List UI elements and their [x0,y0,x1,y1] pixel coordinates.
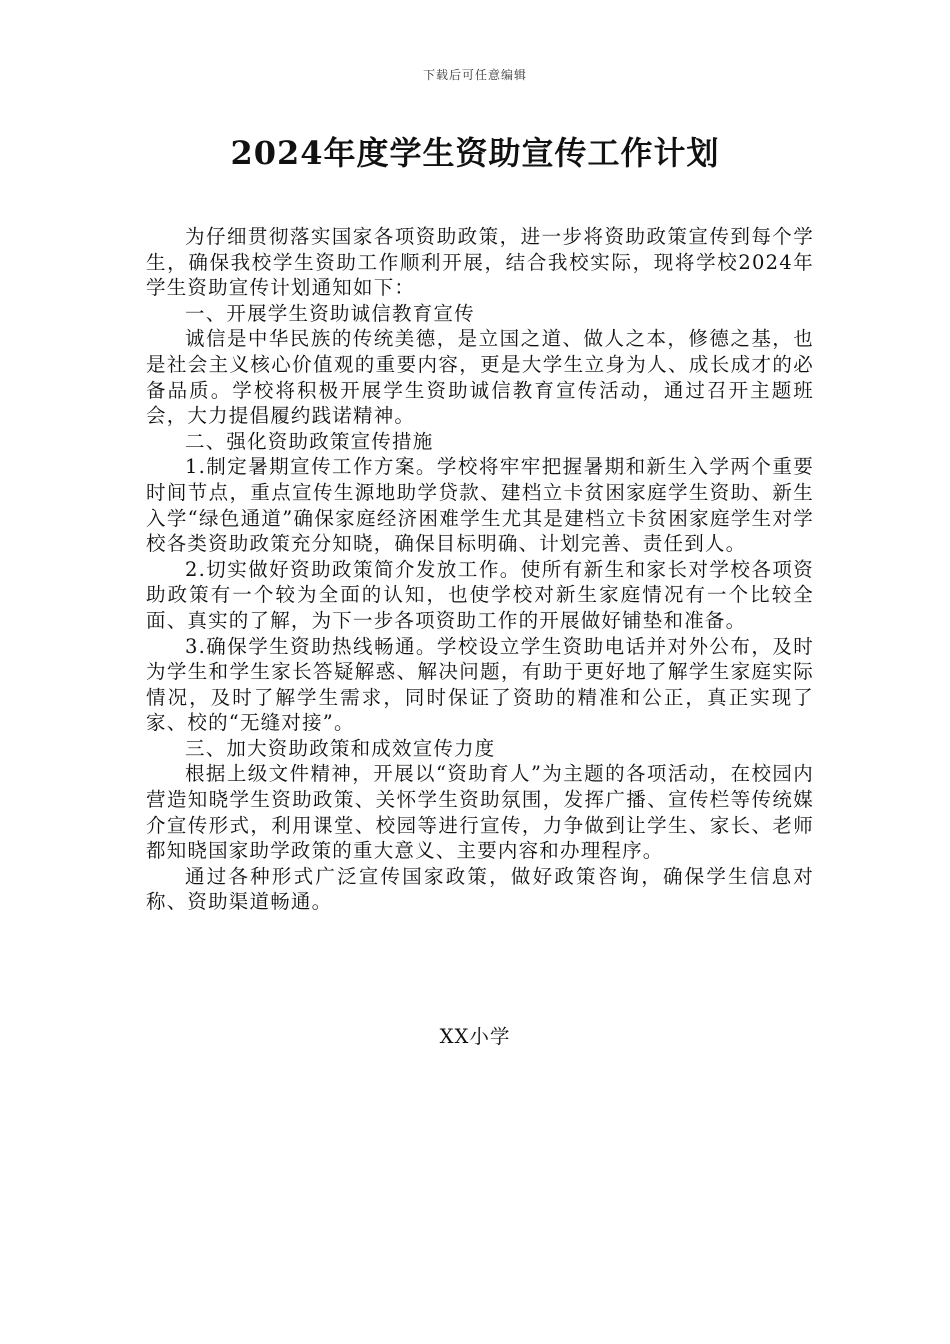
body-paragraph: 2.切实做好资助政策简介发放工作。使所有新生和家长对学校各项资助政策有一个较为全面的认知，也使学校对新生家庭情况有一个比较全面、真实的了解，为下一步各项资助工作的开展做好铺垫和准备。 [146,557,814,632]
section-heading-2: 二、强化资助政策宣传措施 [185,429,434,453]
header-note: 下载后可任意编辑 [422,68,527,82]
body-paragraph: 3.确保学生资助热线畅通。学校设立学生资助电话并对外公布，及时为学生和学生家长答疑解惑、解决问题，有助于更好地了解学生家庭实际情况，及时了解学生需求，同时保证了资助的精准和公正，真正实现了家、校的“无缝对接”。 [146,634,814,735]
document-title: 2024年度学生资助宣传工作计划 [230,134,720,172]
section-heading-1: 一、开展学生资助诚信教育宣传 [185,301,475,325]
body-paragraph: 1.制定暑期宣传工作方案。学校将牢牢把握暑期和新生入学两个重要时间节点，重点宣传生源地助学贷款、建档立卡贫困家庭学生资助、新生入学“绿色通道”确保家庭经济困难学生尤其是建档立卡贫困家庭学生对学校各类资助政策充分知晓，确保目标明确、计划完善、责任到人。 [146,455,814,556]
document-body [146,224,814,915]
intro-paragraph: 为仔细贯彻落实国家各项资助政策，进一步将资助政策宣传到每个学生，确保我校学生资助工作顺利开展，结合我校实际，现将学校2024年学生资助宣传计划通知如下： [146,225,814,300]
signature: XX小学 [439,1025,511,1048]
closing-paragraph: 通过各种形式广泛宣传国家政策，做好政策咨询，确保学生信息对称、资助渠道畅通。 [146,864,814,914]
body-paragraph: 根据上级文件精神，开展以“资助育人”为主题的各项活动，在校园内营造知晓学生资助政策、关怀学生资助氛围，发挥广播、宣传栏等传统媒介宣传形式，利用课堂、校园等进行宣传，力争做到让学生、家长、老师都知晓国家助学政策的重大意义、主要内容和办理程序。 [146,762,814,863]
section-heading-3: 三、加大资助政策和成效宣传力度 [185,736,496,760]
body-paragraph: 诚信是中华民族的传统美德，是立国之道、做人之本，修德之基，也是社会主义核心价值观的重要内容，更是大学生立身为人、成长成才的必备品质。学校将积极开展学生资助诚信教育宣传活动，通过召开主题班会，大力提倡履约践诺精神。 [146,327,814,428]
